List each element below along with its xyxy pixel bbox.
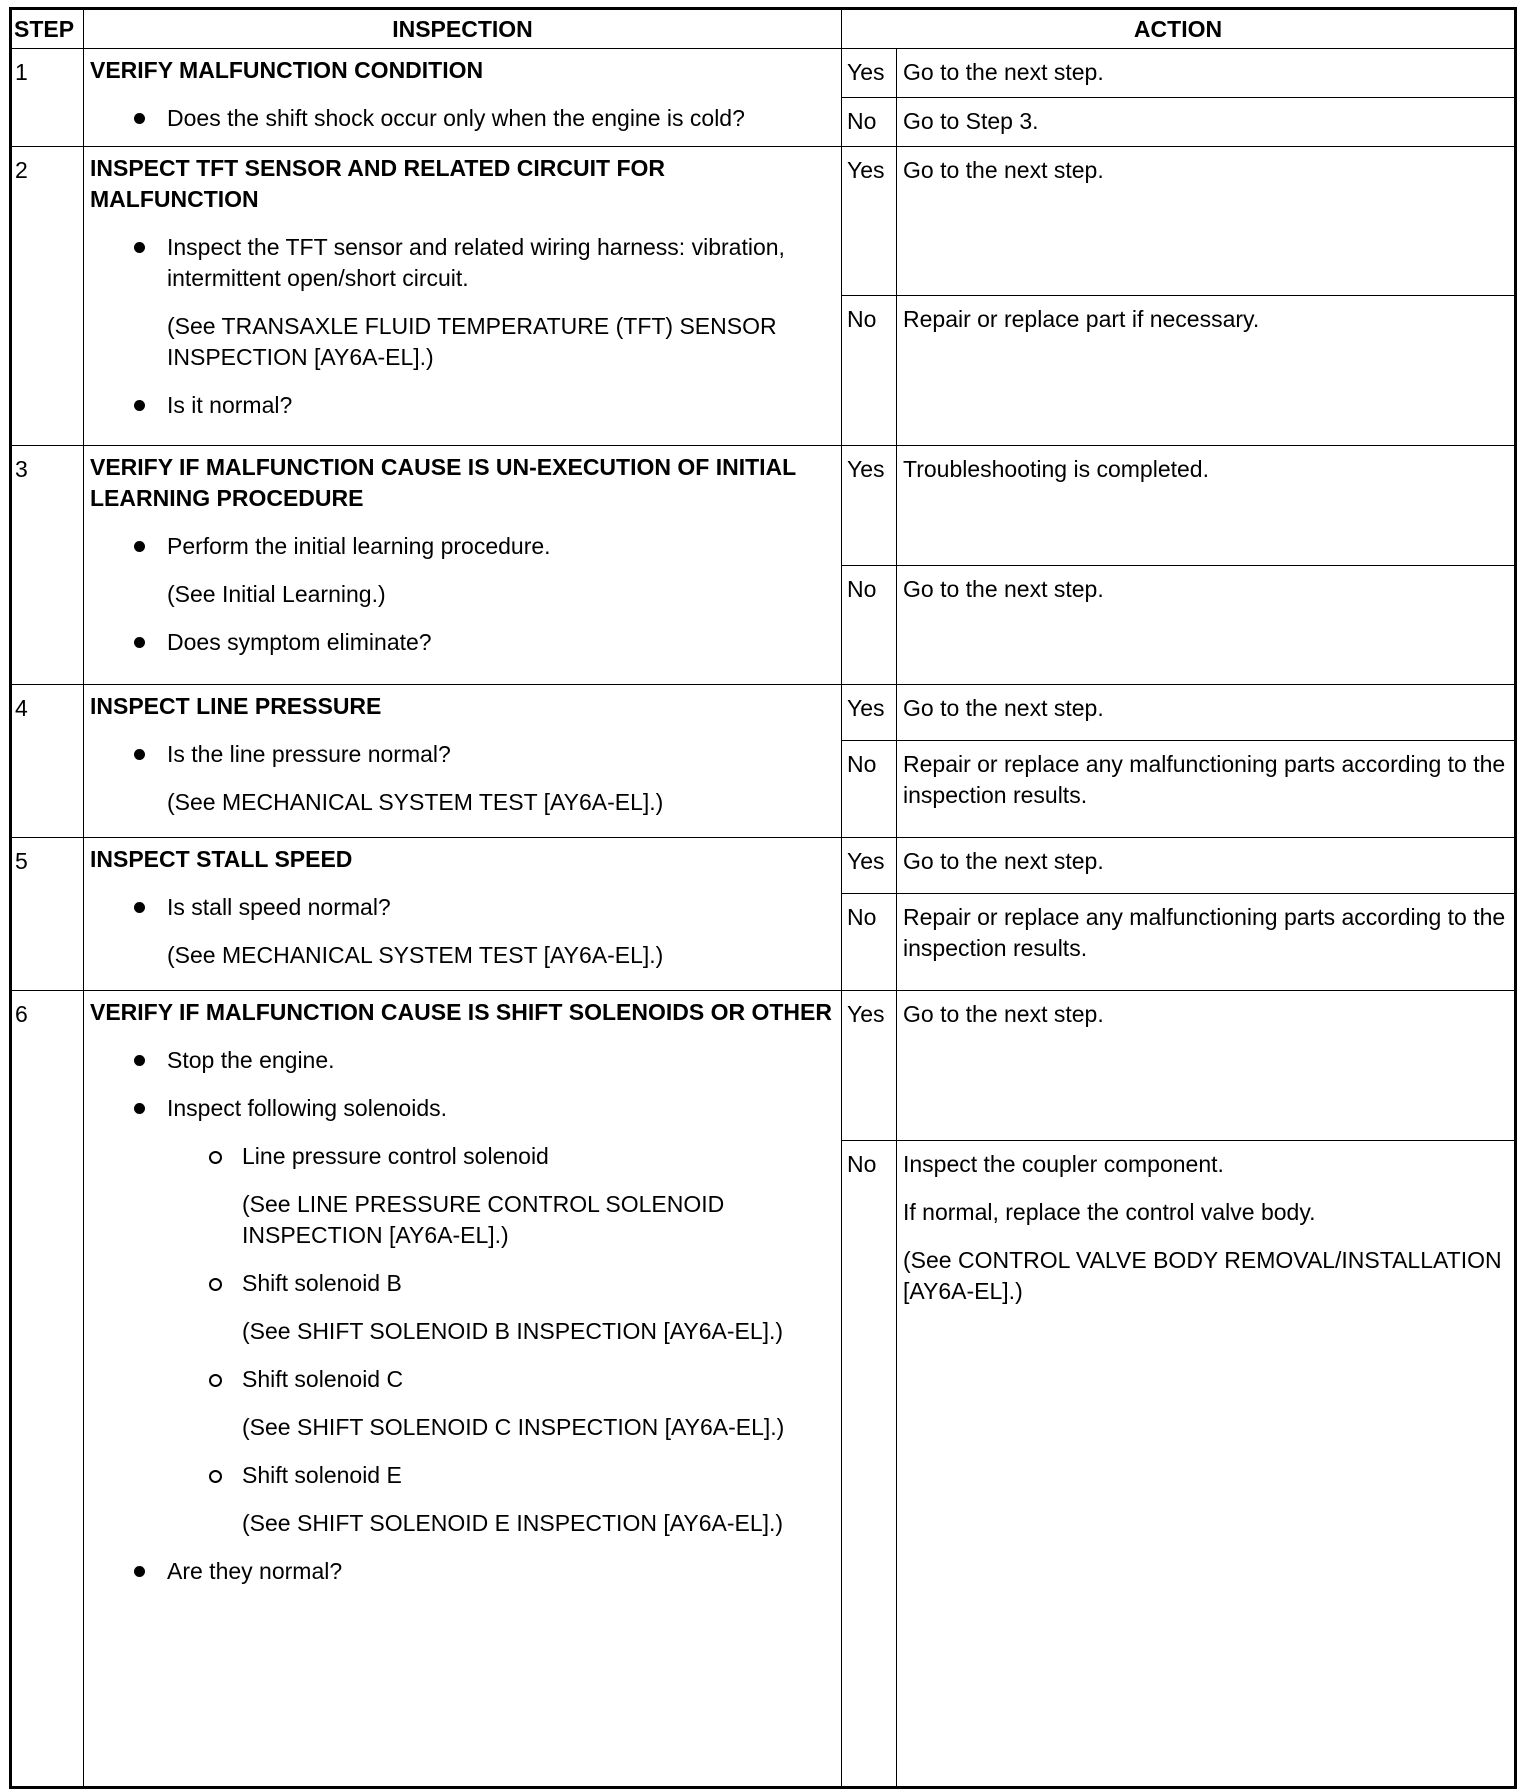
- yes-label: Yes: [842, 147, 897, 296]
- step-number: 4: [11, 685, 84, 838]
- sub-item: Shift solenoid B: [90, 1268, 833, 1299]
- step-6-inspection: [84, 991, 842, 1788]
- step-number: 1: [11, 49, 84, 147]
- step-1-yes-row: [11, 49, 1516, 98]
- reference-note: (See TRANSAXLE FLUID TEMPERATURE (TFT) SENSOR INSPECTION [AY6A-EL].): [167, 313, 777, 370]
- sub-reference-note: (See SHIFT SOLENOID E INSPECTION [AY6A-EL].): [242, 1510, 784, 1536]
- step-title: INSPECT TFT SENSOR AND RELATED CIRCUIT FOR MALFUNCTION: [90, 155, 665, 212]
- action-header: ACTION: [842, 9, 1516, 49]
- step-1-inspection: [84, 49, 842, 147]
- no-label: No: [842, 98, 897, 147]
- yes-label: Yes: [842, 991, 897, 1141]
- yes-label: Yes: [842, 446, 897, 566]
- no-label: No: [842, 1141, 897, 1788]
- bullet-item: Inspect the TFT sensor and related wiring harness: vibration, intermittent open/short circuit.: [90, 232, 833, 294]
- sub-item: Shift solenoid C: [90, 1364, 833, 1395]
- no-action: Repair or replace part if necessary.: [897, 296, 1516, 446]
- yes-action: Troubleshooting is completed.: [897, 446, 1516, 566]
- inspection-header: INSPECTION: [84, 9, 842, 49]
- bullet-item: Does symptom eliminate?: [90, 627, 833, 658]
- step-5-inspection: [84, 838, 842, 991]
- step-2-yes-row: [11, 147, 1516, 296]
- sub-item: Shift solenoid E: [90, 1460, 833, 1491]
- reference-note: (See Initial Learning.): [167, 581, 386, 607]
- bullet-item: Does the shift shock occur only when the engine is cold?: [90, 103, 833, 134]
- yes-action: Go to the next step.: [897, 147, 1516, 296]
- step-2-inspection: [84, 147, 842, 446]
- step-title: INSPECT STALL SPEED: [90, 846, 353, 872]
- no-action: Go to the next step.: [897, 566, 1516, 685]
- no-action: Repair or replace any malfunctioning parts according to the inspection results.: [897, 894, 1516, 991]
- no-label: No: [842, 296, 897, 446]
- troubleshooting-table: [9, 7, 1517, 1789]
- yes-action: Go to the next step.: [897, 49, 1516, 98]
- bullet-item: Inspect following solenoids.: [90, 1093, 833, 1124]
- reference-note: (See MECHANICAL SYSTEM TEST [AY6A-EL].): [167, 942, 664, 968]
- no-action-line: Inspect the coupler component.: [903, 1151, 1224, 1177]
- reference-note: (See MECHANICAL SYSTEM TEST [AY6A-EL].): [167, 789, 664, 815]
- no-label: No: [842, 741, 897, 838]
- bullet-item: Perform the initial learning procedure.: [90, 531, 833, 562]
- no-action: Repair or replace any malfunctioning parts according to the inspection results.: [897, 741, 1516, 838]
- step-title: VERIFY IF MALFUNCTION CAUSE IS UN-EXECUTION OF INITIAL LEARNING PROCEDURE: [90, 454, 796, 511]
- step-number: 6: [11, 991, 84, 1788]
- step-number: 2: [11, 147, 84, 446]
- yes-label: Yes: [842, 685, 897, 741]
- no-action-line: (See CONTROL VALVE BODY REMOVAL/INSTALLATION [AY6A-EL].): [903, 1247, 1502, 1304]
- no-action: Go to Step 3.: [897, 98, 1516, 147]
- step-3-yes-row: [11, 446, 1516, 566]
- sub-reference-note: (See SHIFT SOLENOID B INSPECTION [AY6A-EL].): [242, 1318, 784, 1344]
- step-number: 5: [11, 838, 84, 991]
- yes-action: Go to the next step.: [897, 685, 1516, 741]
- no-label: No: [842, 894, 897, 991]
- yes-action: Go to the next step.: [897, 838, 1516, 894]
- step-4-inspection: [84, 685, 842, 838]
- bullet-item: Are they normal?: [90, 1556, 833, 1587]
- step-3-inspection: [84, 446, 842, 685]
- bullet-item: Is it normal?: [90, 390, 833, 421]
- yes-action: Go to the next step.: [897, 991, 1516, 1141]
- yes-label: Yes: [842, 49, 897, 98]
- bullet-item: Stop the engine.: [90, 1045, 833, 1076]
- header-row: [11, 9, 1516, 49]
- step-title: VERIFY IF MALFUNCTION CAUSE IS SHIFT SOLENOIDS OR OTHER: [90, 999, 832, 1025]
- step-4-yes-row: [11, 685, 1516, 741]
- bullet-item: Is the line pressure normal?: [90, 739, 833, 770]
- yes-label: Yes: [842, 838, 897, 894]
- step-number: 3: [11, 446, 84, 685]
- step-header: STEP: [11, 9, 84, 49]
- step-6-yes-row: [11, 991, 1516, 1141]
- step-title: INSPECT LINE PRESSURE: [90, 693, 382, 719]
- step-5-yes-row: [11, 838, 1516, 894]
- sub-item: Line pressure control solenoid: [90, 1141, 833, 1172]
- no-label: No: [842, 566, 897, 685]
- sub-reference-note: (See SHIFT SOLENOID C INSPECTION [AY6A-EL].): [242, 1414, 785, 1440]
- step-title: VERIFY MALFUNCTION CONDITION: [90, 57, 484, 83]
- no-action: [897, 1141, 1516, 1788]
- sub-reference-note: (See LINE PRESSURE CONTROL SOLENOID INSPECTION [AY6A-EL].): [242, 1191, 725, 1248]
- bullet-item: Is stall speed normal?: [90, 892, 833, 923]
- no-action-line: If normal, replace the control valve body.: [903, 1199, 1316, 1225]
